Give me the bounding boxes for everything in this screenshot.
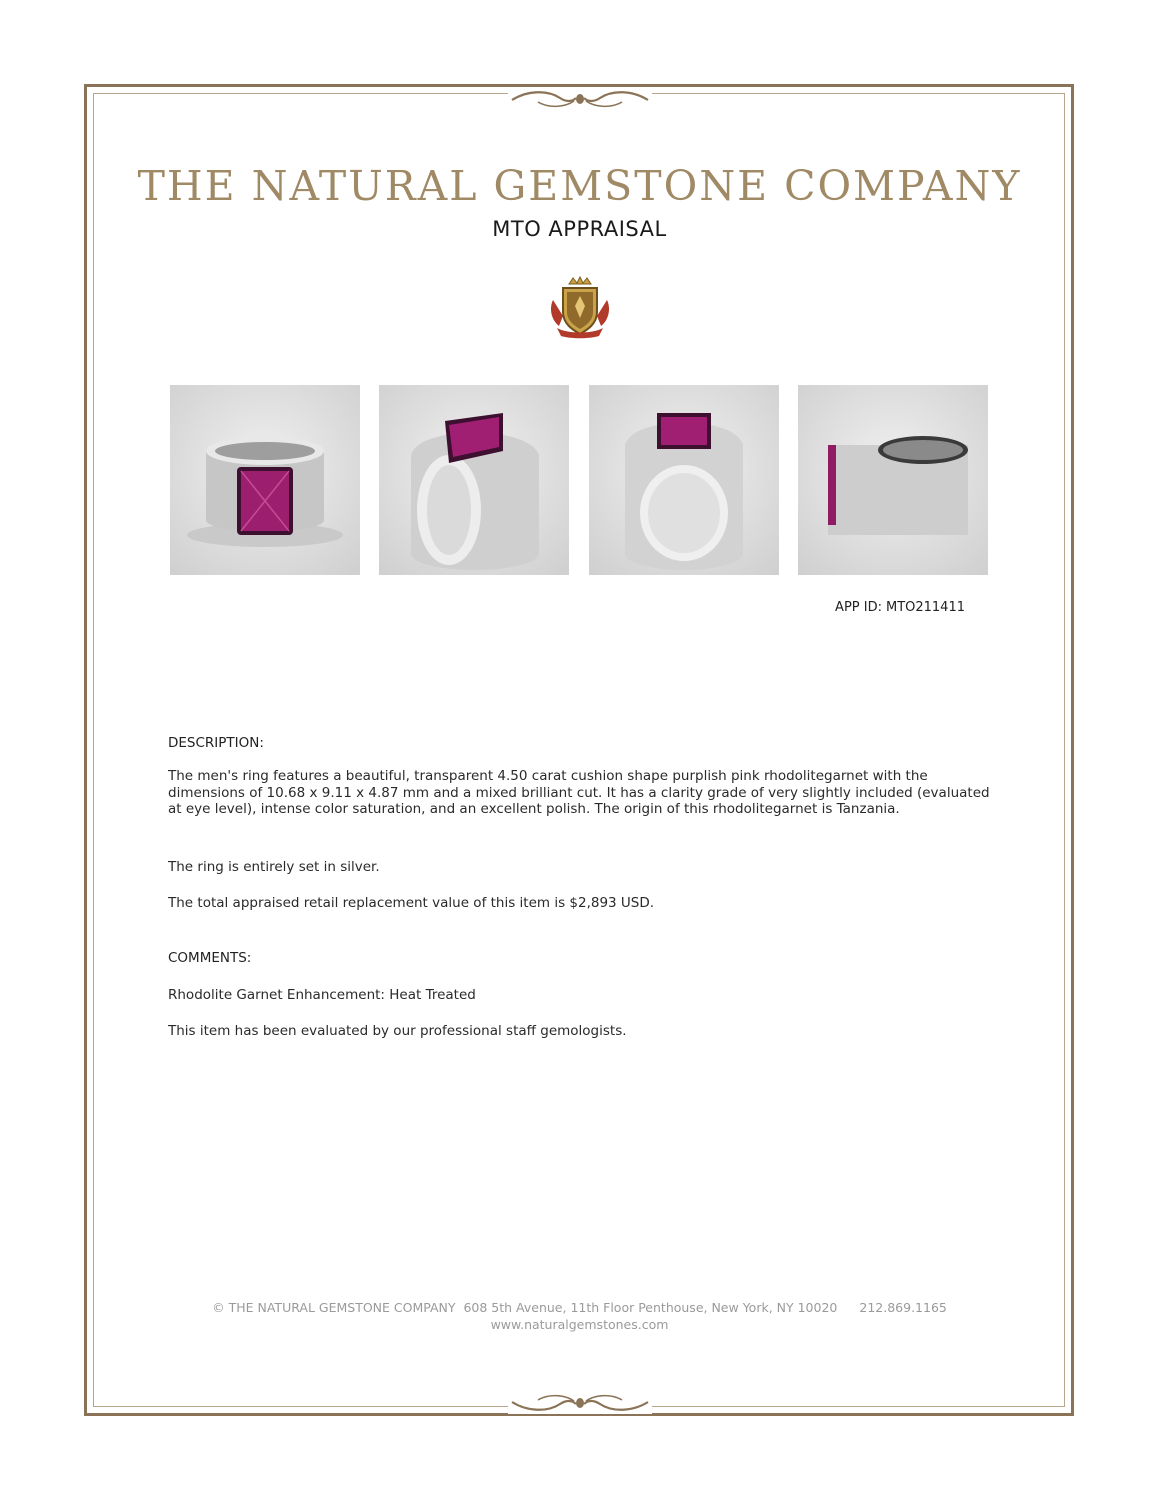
ring-side-photo [589, 385, 779, 575]
appraisal-id [831, 600, 965, 615]
evaluation-paragraph: This item has been evaluated by our professional staff gemologists. [168, 1023, 627, 1039]
ring-front-photo [170, 385, 360, 575]
flourish-ornament-top [508, 88, 652, 110]
ring-angled-photo [379, 385, 569, 575]
app-id-label: APP ID: [835, 600, 882, 615]
footer-address-line [0, 1300, 1159, 1315]
document-type-title: MTO APPRAISAL [492, 217, 667, 241]
company-name-heading: THE NATURAL GEMSTONE COMPANY [137, 162, 1022, 210]
app-id-value: MTO211411 [885, 600, 965, 615]
comments-heading: COMMENTS: [168, 950, 252, 966]
footer-website[interactable]: www.naturalgemstones.com [490, 1317, 669, 1332]
description-paragraph: The men's ring features a beautiful, transparent 4.50 carat cushion shape purplish pink rhodolitegarnet with the dimensions of 10.68 x 9.11 x 4.87 mm and a mixed brilliant cut. It has a clarity grade of very slightly included (evaluated at eye level), intense color saturation, and an excellent polish. The origin of this rhodolitegarnet is Tanzania. [168, 768, 990, 817]
enhancement-paragraph: Rhodolite Garnet Enhancement: Heat Treated [168, 987, 476, 1003]
footer-phone: 212.869.1165 [859, 1300, 947, 1315]
ring-back-photo [798, 385, 988, 575]
footer-address: 608 5th Avenue, 11th Floor Penthouse, New York, NY 10020 [463, 1300, 838, 1315]
flourish-ornament-bottom [508, 1392, 652, 1414]
footer-copyright: © THE NATURAL GEMSTONE COMPANY [212, 1300, 456, 1315]
crest-logo-icon [547, 276, 613, 340]
setting-paragraph: The ring is entirely set in silver. [168, 859, 380, 875]
value-paragraph: The total appraised retail replacement value of this item is $2,893 USD. [168, 895, 655, 911]
description-heading: DESCRIPTION: [168, 735, 264, 751]
